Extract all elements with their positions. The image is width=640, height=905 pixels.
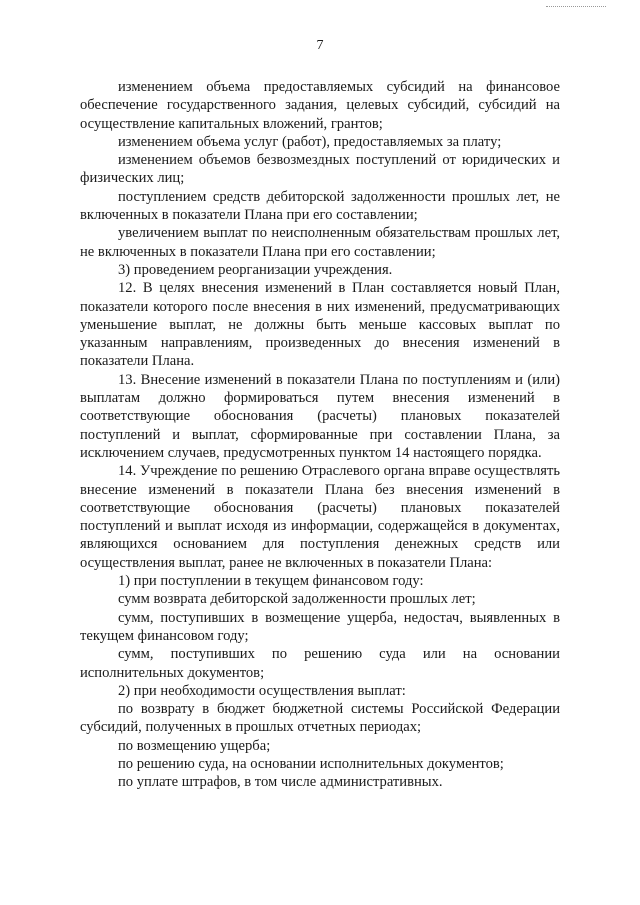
document-body [80,78,560,792]
paragraph: 2) при необходимости осуществления выплат: [118,682,406,699]
scan-artifact [546,6,606,9]
paragraph: изменением объема предоставляемых субсидий на финансовое обеспечение государственного задания, целевых субсидий, субсидий на осуществление капитальных вложений, грантов; [80,79,560,132]
paragraph: по уплате штрафов, в том числе административных. [118,774,443,791]
paragraph: изменением объемов безвозмездных поступлений от юридических и физических лиц; [80,152,560,187]
paragraph: сумм, поступивших по решению суда или на основании исполнительных документов; [80,646,560,681]
page-number: 7 [316,38,324,53]
paragraph: 13. Внесение изменений в показатели Плана по поступлениям и (или) выплатам должно формироваться путем внесения изменений в соответствующие обоснования (расчеты) плановых показателей поступлений и выплат, сформированные при составлении Плана, за исключением случаев, предусмотренных пунктом 14 настоящего порядка. [80,371,560,461]
paragraph: по решению суда, на основании исполнительных документов; [118,755,504,772]
paragraph: увеличением выплат по неисполненным обязательствам прошлых лет, не включенных в показатели Плана при его составлении; [80,225,560,260]
paragraph: 1) при поступлении в текущем финансовом году: [118,573,424,590]
paragraph: изменением объема услуг (работ), предоставляемых за плату; [118,133,502,150]
paragraph: сумм возврата дебиторской задолженности прошлых лет; [118,591,476,608]
paragraph: сумм, поступивших в возмещение ущерба, недостач, выявленных в текущем финансовом году; [80,609,560,644]
paragraph: 14. Учреждение по решению Отраслевого органа вправе осуществлять внесение изменений в показатели Плана без внесения изменений в соответствующие обоснования (расчеты) плановых показателей поступлений и выплат исходя из информации, содержащейся в документах, являющихся основанием для поступления денежных средств или осуществления выплат, ранее не включенных в показатели Плана: [80,463,560,571]
paragraph: 3) проведением реорганизации учреждения. [118,261,393,278]
paragraph: по возмещению ущерба; [118,737,271,754]
paragraph: по возврату в бюджет бюджетной системы Российской Федерации субсидий, полученных в прошлых отчетных периодах; [80,701,560,736]
paragraph: поступлением средств дебиторской задолженности прошлых лет, не включенных в показатели Плана при его составлении; [80,188,560,224]
paragraph: 12. В целях внесения изменений в План составляется новый План, показатели которого после внесения в них изменений, предусматривающих уменьшение выплат, не должны быть меньше кассовых выплат по указанным направлениям, произведенных до внесения изменений в показатели Плана. [80,280,560,370]
